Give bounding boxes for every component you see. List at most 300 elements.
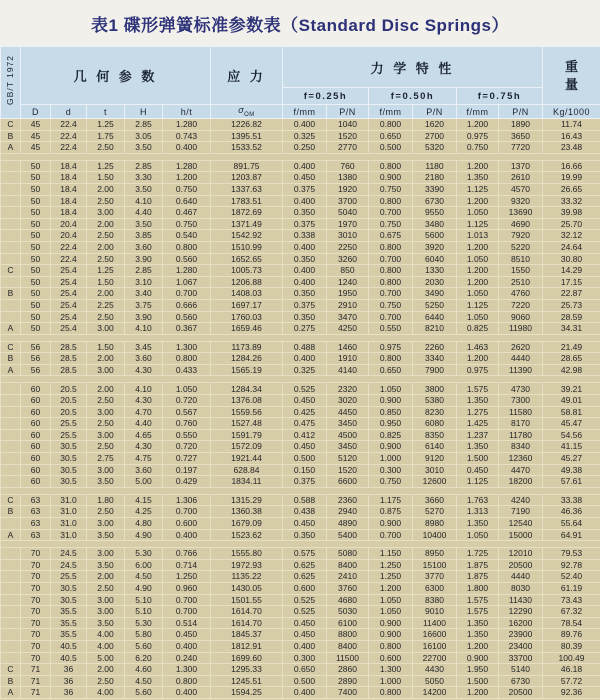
- series-label-cell: [1, 464, 21, 476]
- table-row: [1, 311, 600, 323]
- table-row: [1, 218, 600, 230]
- data-cell: 11980: [499, 323, 543, 335]
- data-cell: 0.197: [163, 464, 211, 476]
- data-cell: 2860: [327, 664, 369, 676]
- data-cell: 1.050: [457, 311, 499, 323]
- data-cell: 0.325: [283, 130, 327, 142]
- data-cell: 1395.51: [211, 130, 283, 142]
- data-cell: 25.5: [51, 418, 87, 430]
- data-cell: 3.00: [87, 406, 125, 418]
- data-cell: 16.66: [543, 160, 600, 172]
- data-cell: 50: [21, 195, 51, 207]
- data-cell: 0.800: [369, 160, 413, 172]
- data-cell: 1.200: [163, 172, 211, 184]
- series-label-cell: B: [1, 675, 21, 687]
- data-cell: 25.4: [51, 265, 87, 277]
- data-cell: 46.36: [543, 506, 600, 518]
- data-cell: 50: [21, 172, 51, 184]
- data-cell: 3.00: [87, 606, 125, 618]
- data-cell: 1371.49: [211, 218, 283, 230]
- data-cell: 1.500: [457, 675, 499, 687]
- data-cell: 36: [51, 664, 87, 676]
- data-cell: 56: [21, 353, 51, 365]
- data-cell: 0.467: [163, 207, 211, 219]
- data-cell: 4.65: [125, 429, 163, 441]
- data-cell: 5140: [499, 664, 543, 676]
- data-cell: 18.4: [51, 183, 87, 195]
- data-cell: 2.50: [87, 582, 125, 594]
- data-cell: 3.50: [125, 183, 163, 195]
- data-cell: 28.5: [51, 353, 87, 365]
- series-label-cell: [1, 571, 21, 583]
- data-cell: 1.75: [87, 130, 125, 142]
- data-cell: 0.450: [163, 629, 211, 641]
- data-cell: 6040: [413, 253, 457, 265]
- series-label-cell: C: [1, 265, 21, 277]
- data-cell: 1.300: [163, 341, 211, 353]
- data-cell: 3.45: [125, 341, 163, 353]
- data-cell: 2.00: [87, 288, 125, 300]
- data-cell: 31.0: [51, 494, 87, 506]
- data-cell: 39.98: [543, 207, 600, 219]
- data-cell: 3.30: [125, 172, 163, 184]
- data-cell: 1.200: [457, 640, 499, 652]
- data-cell: 25.5: [51, 429, 87, 441]
- data-cell: 0.525: [283, 594, 327, 606]
- data-cell: 1920: [327, 183, 369, 195]
- data-cell: 100.49: [543, 652, 600, 664]
- data-cell: 0.250: [283, 142, 327, 154]
- data-cell: 0.575: [283, 548, 327, 560]
- data-cell: 0.750: [369, 183, 413, 195]
- col-p-025: P/N: [327, 105, 369, 119]
- weight-char-1: 重: [564, 58, 578, 74]
- data-cell: 1572.09: [211, 441, 283, 453]
- data-cell: 1.125: [457, 218, 499, 230]
- data-cell: 1.463: [457, 341, 499, 353]
- data-cell: 0.400: [283, 119, 327, 131]
- table-row: [1, 383, 600, 395]
- data-cell: 11.74: [543, 119, 600, 131]
- series-label-cell: [1, 311, 21, 323]
- series-label-cell: B: [1, 506, 21, 518]
- data-cell: 1.25: [87, 160, 125, 172]
- data-cell: 2.00: [87, 664, 125, 676]
- data-cell: 9060: [499, 311, 543, 323]
- data-cell: 11400: [413, 617, 457, 629]
- data-cell: 8800: [327, 629, 369, 641]
- data-cell: 24.5: [51, 559, 87, 571]
- data-cell: 1430.05: [211, 582, 283, 594]
- separator-cell: [1, 376, 600, 383]
- data-cell: 1005.73: [211, 265, 283, 277]
- data-cell: 30.5: [51, 464, 87, 476]
- data-cell: 0.588: [283, 494, 327, 506]
- data-cell: 2910: [327, 299, 369, 311]
- data-cell: 0.700: [369, 288, 413, 300]
- series-label-cell: C: [1, 119, 21, 131]
- data-cell: 1.306: [163, 494, 211, 506]
- data-cell: 3.50: [87, 559, 125, 571]
- data-cell: 60: [21, 383, 51, 395]
- data-cell: 60: [21, 429, 51, 441]
- data-cell: 31.0: [51, 529, 87, 541]
- data-cell: 1.25: [87, 265, 125, 277]
- data-cell: 25.4: [51, 276, 87, 288]
- table-row: [1, 183, 600, 195]
- data-cell: 73.43: [543, 594, 600, 606]
- data-cell: 30.5: [51, 441, 87, 453]
- data-cell: 2.25: [87, 299, 125, 311]
- data-cell: 0.425: [283, 406, 327, 418]
- data-cell: 1.200: [457, 160, 499, 172]
- data-cell: 1.425: [457, 418, 499, 430]
- series-label-cell: [1, 594, 21, 606]
- disc-springs-table: [0, 46, 600, 699]
- data-cell: 1872.69: [211, 207, 283, 219]
- data-cell: 2.75: [87, 453, 125, 465]
- data-cell: 16200: [499, 617, 543, 629]
- data-cell: 4.00: [87, 687, 125, 699]
- data-cell: 3.75: [125, 299, 163, 311]
- data-cell: 1652.65: [211, 253, 283, 265]
- stress-group-header: 应 力: [211, 47, 283, 105]
- data-cell: 1542.92: [211, 230, 283, 242]
- data-cell: 34.31: [543, 323, 600, 335]
- table-row: [1, 582, 600, 594]
- table-row: [1, 429, 600, 441]
- data-cell: 71: [21, 664, 51, 676]
- data-cell: 54.56: [543, 429, 600, 441]
- data-cell: 4500: [327, 429, 369, 441]
- data-cell: 25.4: [51, 299, 87, 311]
- data-cell: 1240: [327, 276, 369, 288]
- data-cell: 0.650: [283, 664, 327, 676]
- table-row: [1, 119, 600, 131]
- data-cell: 1370: [499, 160, 543, 172]
- data-cell: 2.00: [87, 241, 125, 253]
- data-cell: 6600: [327, 476, 369, 488]
- data-cell: 0.400: [283, 353, 327, 365]
- data-cell: 0.500: [283, 453, 327, 465]
- data-cell: 0.850: [369, 406, 413, 418]
- data-cell: 30.5: [51, 453, 87, 465]
- data-cell: 1408.03: [211, 288, 283, 300]
- data-cell: 0.640: [163, 195, 211, 207]
- data-cell: 850: [327, 265, 369, 277]
- data-cell: 0.800: [163, 241, 211, 253]
- data-cell: 9550: [413, 207, 457, 219]
- data-cell: 2410: [327, 571, 369, 583]
- data-cell: 760: [327, 160, 369, 172]
- data-cell: 92.36: [543, 687, 600, 699]
- data-cell: 1.800: [457, 582, 499, 594]
- separator-cell: [1, 334, 600, 341]
- data-cell: 0.800: [369, 353, 413, 365]
- data-cell: 1.250: [369, 559, 413, 571]
- data-cell: 1970: [327, 218, 369, 230]
- data-cell: 4470: [499, 464, 543, 476]
- data-cell: 2.00: [87, 383, 125, 395]
- data-cell: 3.05: [125, 130, 163, 142]
- data-cell: 3.50: [87, 617, 125, 629]
- data-cell: 8170: [499, 418, 543, 430]
- table-row: [1, 142, 600, 154]
- data-cell: 4240: [499, 494, 543, 506]
- data-cell: 0.800: [369, 241, 413, 253]
- data-cell: 60: [21, 464, 51, 476]
- data-cell: 3.00: [87, 548, 125, 560]
- data-cell: 2.85: [125, 119, 163, 131]
- data-cell: 0.700: [163, 594, 211, 606]
- data-cell: 1180: [413, 160, 457, 172]
- data-cell: 60: [21, 476, 51, 488]
- data-cell: 2.50: [87, 395, 125, 407]
- data-cell: 1.350: [457, 172, 499, 184]
- data-cell: 5380: [413, 395, 457, 407]
- data-cell: 60: [21, 418, 51, 430]
- data-cell: 3.50: [87, 529, 125, 541]
- data-cell: 4.75: [125, 453, 163, 465]
- table-row: [1, 594, 600, 606]
- data-cell: 0.700: [369, 529, 413, 541]
- data-cell: 5.60: [125, 687, 163, 699]
- data-cell: 18200: [499, 476, 543, 488]
- data-cell: 1360.38: [211, 506, 283, 518]
- data-cell: 0.800: [369, 640, 413, 652]
- data-cell: 1.80: [87, 494, 125, 506]
- data-cell: 2.50: [87, 441, 125, 453]
- data-cell: 4.40: [125, 207, 163, 219]
- data-cell: 1812.91: [211, 640, 283, 652]
- data-cell: 4.90: [125, 582, 163, 594]
- data-cell: 4.15: [125, 494, 163, 506]
- data-cell: 1460: [327, 341, 369, 353]
- data-cell: 1.300: [163, 664, 211, 676]
- data-cell: 1555.80: [211, 548, 283, 560]
- data-cell: 891.75: [211, 160, 283, 172]
- table-row: [1, 353, 600, 365]
- data-cell: 4.40: [125, 418, 163, 430]
- table-row: [1, 687, 600, 699]
- data-cell: 1.350: [457, 518, 499, 530]
- data-cell: 4430: [413, 664, 457, 676]
- data-cell: 0.714: [163, 559, 211, 571]
- table-row: [1, 172, 600, 184]
- series-label-cell: [1, 299, 21, 311]
- data-cell: 8380: [413, 594, 457, 606]
- data-cell: 4140: [327, 364, 369, 376]
- data-cell: 1550: [499, 265, 543, 277]
- data-cell: 8030: [499, 582, 543, 594]
- table-row: [1, 529, 600, 541]
- data-cell: 0.450: [283, 629, 327, 641]
- data-cell: 63: [21, 529, 51, 541]
- table-row: [1, 265, 600, 277]
- data-cell: 4.30: [125, 441, 163, 453]
- data-cell: 70: [21, 617, 51, 629]
- data-cell: 0.900: [369, 617, 413, 629]
- series-label-cell: [1, 406, 21, 418]
- data-cell: 2250: [327, 241, 369, 253]
- data-cell: 0.600: [369, 652, 413, 664]
- data-cell: 70: [21, 606, 51, 618]
- table-row: [1, 130, 600, 142]
- data-cell: 3920: [413, 241, 457, 253]
- data-cell: 1501.55: [211, 594, 283, 606]
- data-cell: 3.85: [125, 230, 163, 242]
- data-cell: 0.375: [283, 299, 327, 311]
- data-cell: 0.700: [163, 506, 211, 518]
- data-cell: 7720: [499, 142, 543, 154]
- table-row: [1, 406, 600, 418]
- series-label-cell: [1, 395, 21, 407]
- data-cell: 18.4: [51, 195, 87, 207]
- data-cell: 1950: [327, 288, 369, 300]
- data-cell: 0.350: [283, 253, 327, 265]
- data-cell: 50: [21, 218, 51, 230]
- data-cell: 1.050: [457, 529, 499, 541]
- data-cell: 18.4: [51, 207, 87, 219]
- data-cell: 12600: [413, 476, 457, 488]
- data-cell: 1380: [327, 172, 369, 184]
- data-cell: 2030: [413, 276, 457, 288]
- series-label-cell: [1, 253, 21, 265]
- series-label-cell: [1, 418, 21, 430]
- series-label-cell: A: [1, 529, 21, 541]
- data-cell: 0.438: [283, 506, 327, 518]
- data-cell: 5250: [413, 299, 457, 311]
- data-cell: 1.200: [457, 119, 499, 131]
- series-label-cell: [1, 582, 21, 594]
- data-cell: 31.0: [51, 518, 87, 530]
- data-cell: 25.4: [51, 288, 87, 300]
- data-cell: 0.450: [283, 172, 327, 184]
- data-cell: 2.50: [87, 195, 125, 207]
- data-cell: 0.560: [163, 311, 211, 323]
- data-cell: 4.30: [125, 364, 163, 376]
- table-row: [1, 323, 600, 335]
- data-cell: 60: [21, 453, 51, 465]
- data-cell: 0.450: [283, 617, 327, 629]
- data-cell: 0.375: [283, 218, 327, 230]
- data-cell: 6.00: [125, 559, 163, 571]
- data-cell: 0.450: [457, 464, 499, 476]
- data-cell: 19.99: [543, 172, 600, 184]
- data-cell: 61.19: [543, 582, 600, 594]
- data-cell: 1.200: [457, 353, 499, 365]
- data-cell: 28.59: [543, 311, 600, 323]
- data-cell: 0.600: [283, 582, 327, 594]
- table-row: [1, 341, 600, 353]
- data-cell: 1614.70: [211, 606, 283, 618]
- series-label-cell: [1, 453, 21, 465]
- data-cell: 1206.88: [211, 276, 283, 288]
- weight-group-header: [543, 47, 600, 105]
- data-cell: 15100: [413, 559, 457, 571]
- table-row: [1, 464, 600, 476]
- data-cell: 3770: [413, 571, 457, 583]
- separator-cell: [1, 153, 600, 160]
- data-cell: 5270: [413, 506, 457, 518]
- series-label-cell: [1, 652, 21, 664]
- data-cell: 0.350: [283, 311, 327, 323]
- table-header: [1, 47, 600, 119]
- data-cell: 2890: [327, 675, 369, 687]
- data-cell: 33700: [499, 652, 543, 664]
- data-cell: 0.975: [457, 364, 499, 376]
- data-cell: 4890: [327, 518, 369, 530]
- data-cell: 1614.70: [211, 617, 283, 629]
- data-cell: 1.575: [457, 606, 499, 618]
- data-cell: 11430: [499, 594, 543, 606]
- data-cell: 50: [21, 241, 51, 253]
- data-cell: 0.800: [369, 265, 413, 277]
- col-p-075: P/N: [499, 105, 543, 119]
- table-row: [1, 518, 600, 530]
- data-cell: 3340: [413, 353, 457, 365]
- data-cell: 2.85: [125, 265, 163, 277]
- series-label-cell: [1, 548, 21, 560]
- data-cell: 0.750: [163, 183, 211, 195]
- data-cell: 1890: [499, 119, 543, 131]
- geometry-group-header: 几 何 参 数: [21, 47, 211, 105]
- data-cell: 56: [21, 341, 51, 353]
- data-cell: 6440: [413, 311, 457, 323]
- series-label-cell: [1, 383, 21, 395]
- table-row: [1, 559, 600, 571]
- data-cell: 6730: [413, 195, 457, 207]
- data-cell: 20.5: [51, 383, 87, 395]
- data-cell: 4680: [327, 594, 369, 606]
- data-cell: 60: [21, 441, 51, 453]
- data-cell: 1173.89: [211, 341, 283, 353]
- data-cell: 3660: [413, 494, 457, 506]
- data-cell: 49.01: [543, 395, 600, 407]
- data-cell: 64.91: [543, 529, 600, 541]
- table-row: [1, 652, 600, 664]
- data-cell: 2.85: [125, 160, 163, 172]
- data-cell: 5.00: [125, 476, 163, 488]
- table-row: [1, 207, 600, 219]
- table-row: [1, 441, 600, 453]
- data-cell: 2610: [499, 172, 543, 184]
- data-cell: 25.73: [543, 299, 600, 311]
- data-cell: 50: [21, 253, 51, 265]
- data-cell: 70: [21, 594, 51, 606]
- data-cell: 0.760: [163, 418, 211, 430]
- data-cell: 30.5: [51, 582, 87, 594]
- data-cell: 0.700: [369, 311, 413, 323]
- data-cell: 0.540: [163, 230, 211, 242]
- data-cell: 0.625: [283, 571, 327, 583]
- data-cell: 2620: [499, 341, 543, 353]
- data-cell: 1699.60: [211, 652, 283, 664]
- series-label-cell: [1, 606, 21, 618]
- data-cell: 11580: [499, 406, 543, 418]
- data-cell: 22.4: [51, 130, 87, 142]
- data-cell: 70: [21, 559, 51, 571]
- data-cell: 0.400: [283, 241, 327, 253]
- series-label-cell: [1, 160, 21, 172]
- data-cell: 2320: [327, 383, 369, 395]
- data-cell: 35.5: [51, 629, 87, 641]
- data-cell: 70: [21, 582, 51, 594]
- data-cell: 1.200: [457, 195, 499, 207]
- series-label-cell: [1, 476, 21, 488]
- data-cell: 79.53: [543, 548, 600, 560]
- series-label-cell: B: [1, 288, 21, 300]
